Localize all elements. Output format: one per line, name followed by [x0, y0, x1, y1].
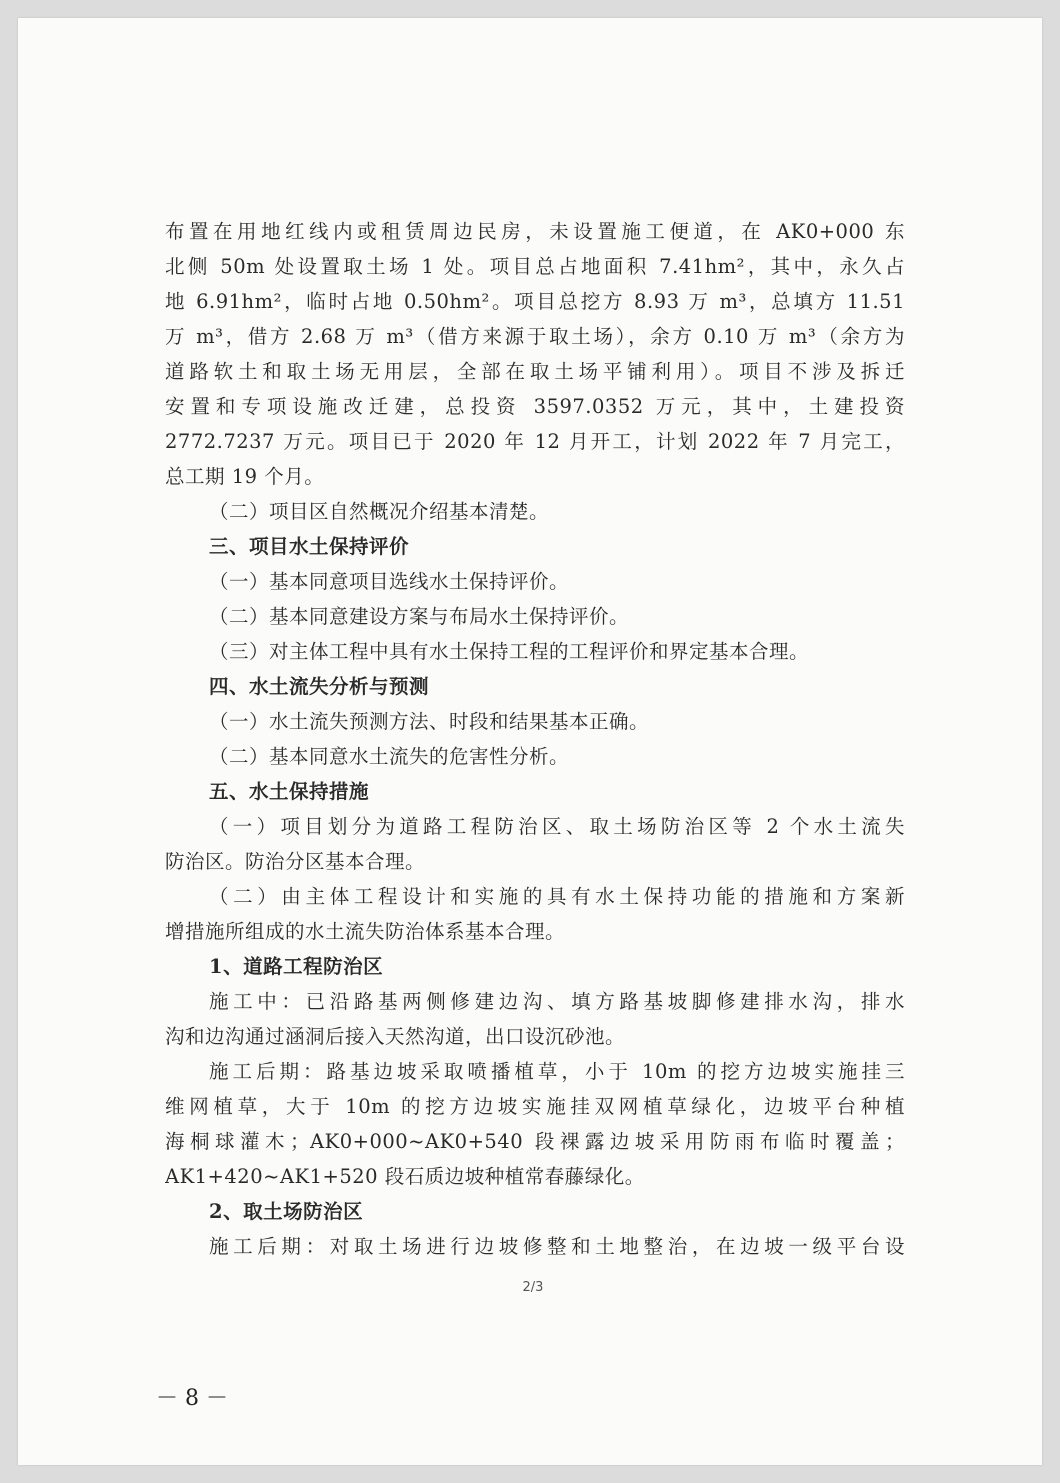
document-page — [18, 18, 1042, 1465]
text-line: （一）水土流失预测方法、时段和结果基本正确。 — [209, 710, 650, 733]
text-line: 总工期 19 个月。 — [165, 465, 325, 488]
text-line: 维网植草，大于 10m 的挖方边坡实施挂双网植草绿化，边坡平台种植 — [165, 1095, 905, 1118]
text-line: 2772.7237 万元。项目已于 2020 年 12 月开工，计划 2022 年 7 月完工， — [165, 430, 905, 453]
text-line: 布置在用地红线内或租赁周边民房，未设置施工便道，在 AK0+000 东 — [165, 220, 905, 243]
text-line: 万 m³，借方 2.68 万 m³（借方来源于取土场），余方 0.10 万 m³（余方为 — [165, 325, 905, 348]
text-line: 施工后期：路基边坡采取喷播植草，小于 10m 的挖方边坡实施挂三 — [209, 1060, 905, 1083]
text-line: 施工中：已沿路基两侧修建边沟、填方路基坡脚修建排水沟，排水 — [209, 990, 905, 1013]
section-heading: 五、水土保持措施 — [209, 780, 370, 803]
text-line: 防治区。防治分区基本合理。 — [165, 850, 426, 873]
text-line: 沟和边沟通过涵洞后接入天然沟道，出口设沉砂池。 — [165, 1025, 626, 1048]
section-heading: 四、水土流失分析与预测 — [209, 675, 430, 698]
text-line: 增措施所组成的水土流失防治体系基本合理。 — [165, 920, 566, 943]
text-line: 北侧 50m 处设置取土场 1 处。项目总占地面积 7.41hm²，其中，永久占 — [165, 255, 905, 278]
text-line: （二）基本同意水土流失的危害性分析。 — [209, 745, 570, 768]
text-line: 安置和专项设施改迁建，总投资 3597.0352 万元，其中，土建投资 — [165, 395, 905, 418]
text-line: 施工后期：对取土场进行边坡修整和土地整治，在边坡一级平台设 — [209, 1235, 905, 1258]
text-line: （二）由主体工程设计和实施的具有水土保持功能的措施和方案新 — [209, 885, 905, 908]
text-line: AK1+420~AK1+520 段石质边坡种植常春藤绿化。 — [165, 1165, 645, 1188]
section-heading: 三、项目水土保持评价 — [209, 535, 410, 558]
section-heading: 2、取土场防治区 — [209, 1200, 364, 1223]
text-line: （一）基本同意项目选线水土保持评价。 — [209, 570, 570, 593]
text-line: （三）对主体工程中具有水土保持工程的工程评价和界定基本合理。 — [209, 640, 810, 663]
text-line: 地 6.91hm²，临时占地 0.50hm²。项目总挖方 8.93 万 m³，总填方 11.51 — [165, 290, 905, 313]
text-line: （二）项目区自然概况介绍基本清楚。 — [209, 500, 550, 523]
text-line: （一）项目划分为道路工程防治区、取土场防治区等 2 个水土流失 — [209, 815, 905, 838]
text-line: 道路软土和取土场无用层，全部在取土场平铺利用）。项目不涉及拆迁 — [165, 360, 905, 383]
text-line: 海桐球灌木；AK0+000~AK0+540 段裸露边坡采用防雨布临时覆盖； — [165, 1130, 905, 1153]
section-heading: 1、道路工程防治区 — [209, 955, 384, 978]
page-fraction: 2/3 — [522, 1280, 544, 1295]
page-number: － 8 － — [156, 1386, 228, 1411]
document-body — [165, 214, 905, 1264]
text-line: （二）基本同意建设方案与布局水土保持评价。 — [209, 605, 630, 628]
